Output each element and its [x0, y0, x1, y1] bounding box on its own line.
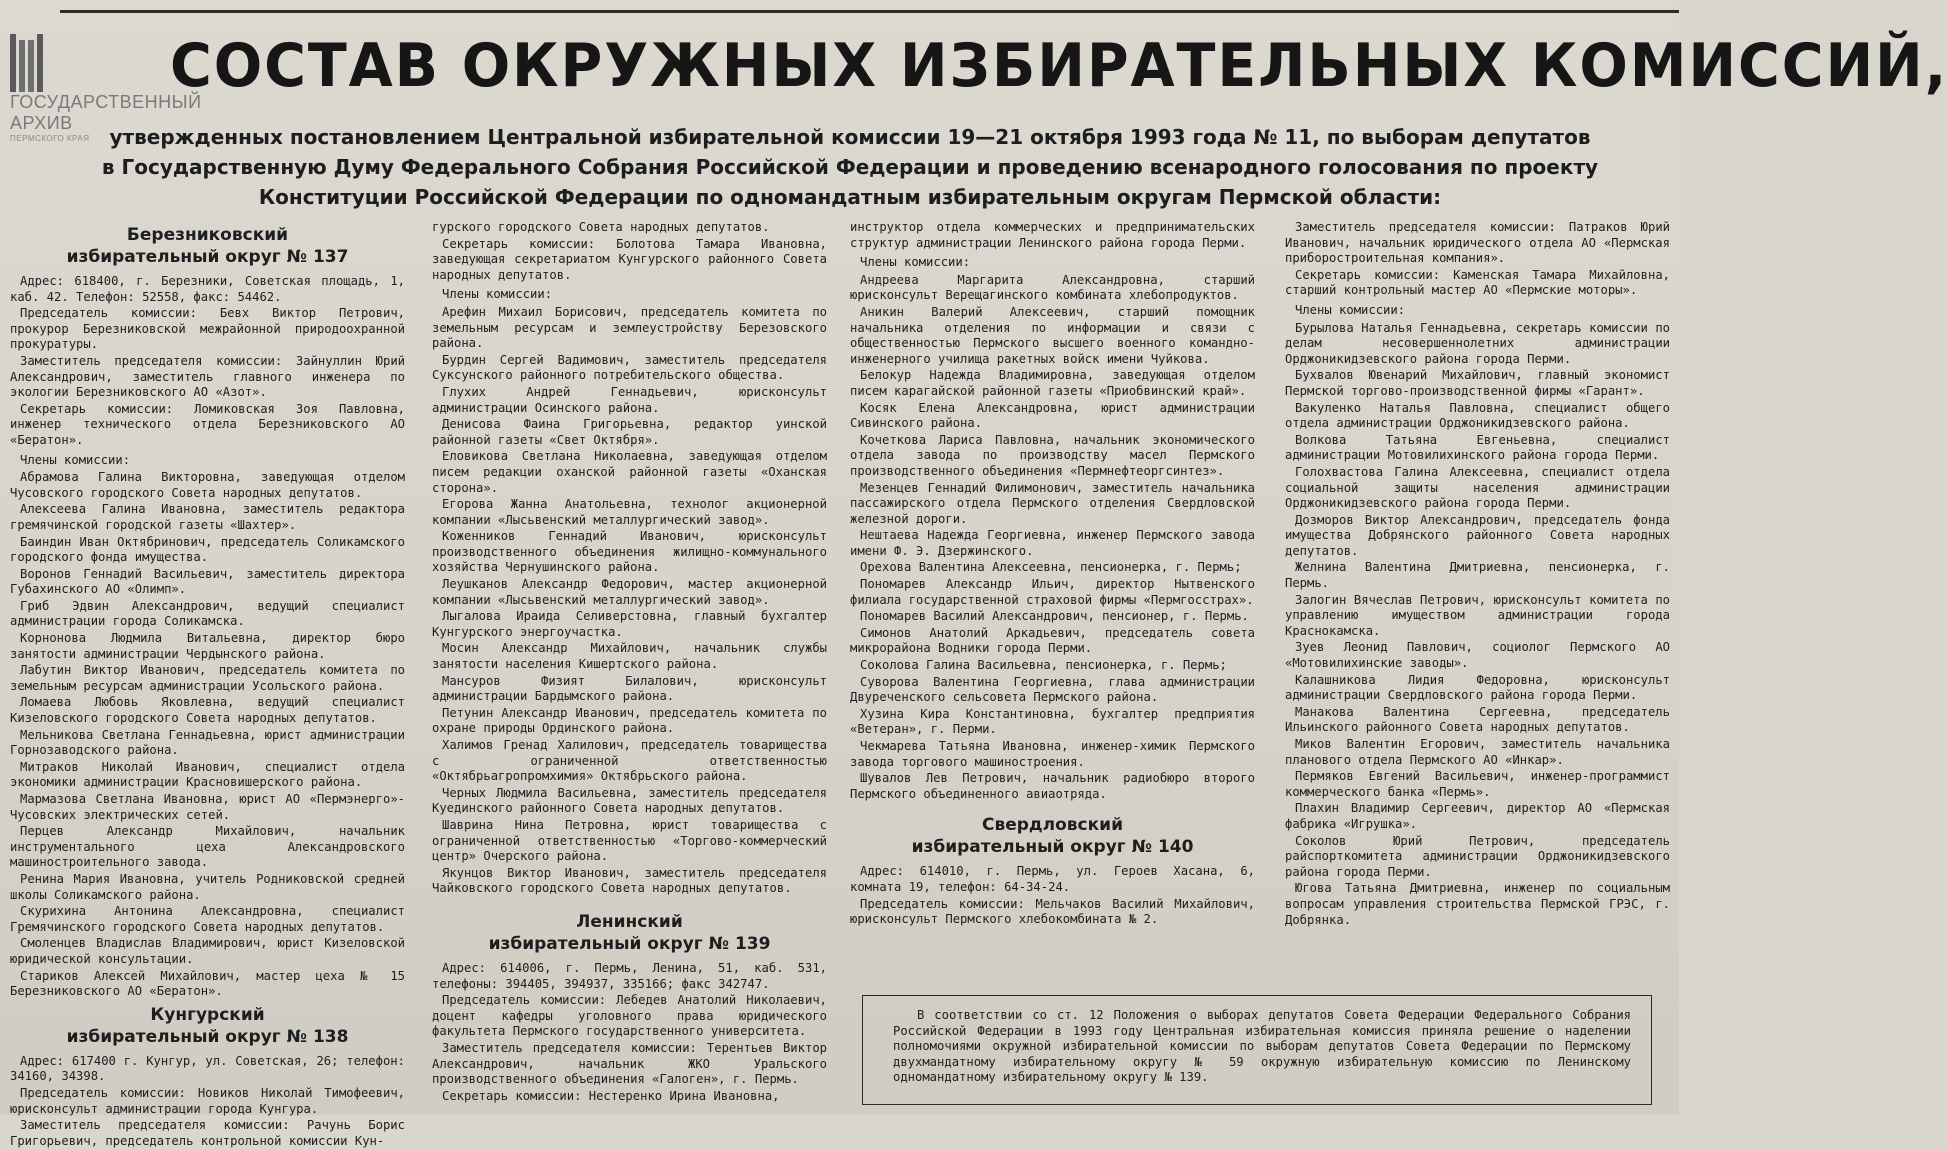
paragraph: Секретарь комиссии: Нестеренко Ирина Ивановна, [442, 1088, 780, 1103]
archive-logo-line1: ГОСУДАРСТВЕННЫЙ [10, 92, 202, 112]
member-entry: Перцев Александр Михайлович, начальник инструментального цеха Александровского машиностроительного завода. [10, 824, 405, 870]
district-name: Ленинский [576, 911, 683, 932]
member-entry: Шувалов Лев Петрович, начальник радиобюро второго Пермского объединенного авиаотряда. [850, 771, 1255, 801]
member-entry: Суворова Валентина Георгиевна, глава администрации Двуреченского сельсовета Пермского района. [850, 674, 1255, 705]
member-entry: Шаврина Нина Петровна, юрист товарищества с ограниченной ответственностью «Торгово-коммерческий центр» Очерского района. [432, 817, 827, 864]
member-entry: Чекмарева Татьяна Ивановна, инженер-химик Пермского завода торгового машиностроения. [850, 739, 1255, 769]
member-entry: Халимов Гренад Халилович, председатель товарищества с ограниченной ответственностью «Октябрьагропромхимия» Октябрьского района. [432, 738, 827, 784]
member-entry: Желнина Валентина Дмитриевна, пенсионерка, г. Пермь. [1285, 560, 1670, 591]
member-entry: Мельникова Светлана Геннадьевна, юрист администрации Горнозаводского района. [10, 727, 405, 758]
member-entry: Стариков Алексей Михайлович, мастер цеха № 15 Березниковского АО «Бератон». [10, 968, 405, 999]
paragraph: Председатель комиссии: Мельчаков Василий Михайлович, юрисконсульт Пермского хлебокомбината № 2. [850, 896, 1255, 927]
member-entry: Мармазова Светлана Ивановна, юрист АО «Пермэнерго»-Чусовских электрических сетей. [10, 792, 405, 822]
paragraph: Секретарь комиссии: Болотова Тамара Ивановна, заведующая секретариатом Кунгурского районного Совета народных депутатов. [432, 236, 827, 282]
member-entry: Бухвалов Ювенарий Михайлович, главный экономист Пермской торгово-производственной фирмы «Гарант». [1285, 368, 1670, 398]
column-4 [1285, 220, 1670, 929]
member-entry: Арефин Михаил Борисович, председатель комитета по земельным ресурсам и землеустройству Березовского района. [432, 304, 827, 351]
column-1 [10, 220, 405, 1150]
paragraph: Адрес: 614006, г. Пермь, Ленина, 51, каб. 531, телефоны: 394405, 394937, 335166; факс 342747. [432, 960, 827, 991]
member-entry: Лыгалова Ираида Селиверстовна, главный бухгалтер Кунгурского энергоучастка. [432, 609, 827, 639]
member-entry: Голохвастова Галина Алексеевна, специалист отдела социальной защиты населения администрации Орджоникидзевского района города Перми. [1285, 464, 1670, 511]
member-entry: Мезенцев Геннадий Филимонович, заместитель начальника пассажирского отдела Пермского отделения Свердловской железной дороги. [850, 480, 1255, 526]
district-137-heading [10, 224, 405, 268]
member-entry: Пономарев Александр Ильич, директор Нытвенского филиала государственной страховой фирмы «Пермгосстрах». [850, 577, 1255, 607]
member-entry: Волкова Татьяна Евгеньевна, специалист администрации Мотовилихинского района города Перми. [1285, 432, 1670, 463]
member-entry: Петунин Александр Иванович, председатель комитета по охране природы Ординского района. [432, 705, 827, 736]
district-140-heading [850, 814, 1255, 858]
paragraph: Адрес: 618400, г. Березники, Советская площадь, 1, каб. 42. Телефон: 52558, факс: 54462. [10, 274, 405, 304]
member-entry: Залогин Вячеслав Петрович, юрисконсульт комитета по управлению имуществом администрации города Краснокамска. [1285, 592, 1670, 638]
notice-box [862, 995, 1652, 1105]
headline: СОСТАВ ОКРУЖНЫХ ИЗБИРАТЕЛЬНЫХ КОМИССИЙ, [170, 31, 1948, 101]
member-entry: Дозморов Виктор Александрович, председатель фонда имущества Добрянского районного Совета народных депутатов. [1285, 512, 1670, 558]
member-entry: Смоленцев Владислав Владимирович, юрист Кизеловской юридической консультации. [10, 936, 405, 966]
district-name: Березниковский [126, 225, 289, 245]
member-entry: Хузина Кира Константиновна, бухгалтер предприятия «Ветеран», г. Перми. [850, 706, 1255, 737]
member-entry: Егорова Жанна Анатольевна, технолог акционерной компании «Лысьвенский металлургический завод». [432, 497, 827, 527]
member-entry: Орехова Валентина Алексеевна, пенсионерка, г. Пермь; [860, 560, 1242, 575]
member-entry: Нештаева Надежда Георгиевна, инженер Пермского завода имени Ф. Э. Дзержинского. [850, 528, 1255, 558]
district-138-heading [10, 1004, 405, 1048]
members-label: Члены комиссии: [20, 452, 131, 467]
paragraph: Председатель комиссии: Новиков Николай Тимофеевич, юрисконсульт администрации города Кунгура. [10, 1085, 405, 1116]
subheading-line: Конституции Российской Федерации по одномандатным избирательным округам Пермской области: [258, 185, 1442, 209]
paragraph: Секретарь комиссии: Каменская Тамара Михайловна, старший контрольный мастер АО «Пермские моторы». [1285, 267, 1670, 298]
member-entry: Соколов Юрий Петрович, председатель райспорткомитета администрации Орджоникидзевского района города Перми. [1285, 833, 1670, 879]
archive-logo-line2: АРХИВ [10, 113, 73, 133]
member-entry: Коженников Геннадий Иванович, юрисконсульт производственного объединения жилищно-коммунального хозяйства Чернушинского района. [432, 529, 827, 575]
member-entry: Югова Татьяна Дмитриевна, инженер по социальным вопросам управления строительства Пермской ГРЭС, г. Добрянка. [1285, 881, 1670, 927]
column-2 [432, 220, 827, 1105]
member-entry: Гриб Эдвин Александрович, ведущий специалист администрации города Соликамска. [10, 598, 405, 629]
district-139-heading [432, 911, 827, 955]
district-name: Свердловский [982, 815, 1123, 836]
member-entry: Калашникова Лидия Федоровна, юрисконсульт администрации Свердловского района города Перми. [1285, 672, 1670, 703]
member-entry: Андреева Маргарита Александровна, старший юрисконсульт Верещагинского комбината хлебопродуктов. [850, 272, 1255, 303]
member-entry: Баиндин Иван Октябринович, председатель Соликамского городского фонда имущества. [10, 534, 405, 565]
member-entry: Манакова Валентина Сергеевна, председатель Ильинского районного Совета народных депутатов. [1285, 704, 1670, 735]
paragraph: Заместитель председателя комиссии: Патраков Юрий Иванович, начальник юридического отдела АО «Пермская приборостроительная компания». [1285, 220, 1670, 266]
paragraph: Заместитель председателя комиссии: Рачунь Борис Григорьевич, председатель контрольной комиссии Кун- [10, 1118, 405, 1148]
member-entry: Ренина Мария Ивановна, учитель Родниковской средней школы Соликамского района. [10, 871, 405, 902]
member-entry: Симонов Анатолий Аркадьевич, председатель совета микрорайона Водники города Перми. [850, 625, 1255, 656]
member-entry: Бурылова Наталья Геннадьевна, секретарь комиссии по делам несовершеннолетних администрации Орджоникидзевского района города Перми. [1285, 320, 1670, 366]
district-number: избирательный округ № 137 [66, 247, 349, 267]
member-entry: Денисова Фаина Григорьевна, редактор уинской районной газеты «Свет Октября». [432, 417, 827, 447]
subheading [70, 122, 1630, 212]
member-entry: Ломаева Любовь Яковлевна, ведущий специалист Кизеловского городского Совета народных депутатов. [10, 695, 405, 726]
member-entry: Пономарев Василий Александрович, пенсионер, г. Пермь. [860, 609, 1249, 624]
district-name: Кунгурский [150, 1004, 265, 1025]
paragraph: Председатель комиссии: Бевх Виктор Петрович, прокурор Березниковской межрайонной природоохранной прокуратуры. [10, 306, 405, 352]
member-entry: Якунцов Виктор Иванович, заместитель председателя Чайковского городского Совета народных депутатов. [432, 865, 827, 896]
paragraph: Адрес: 617400 г. Кунгур, ул. Советская, 26; телефон: 34160, 34398. [10, 1053, 405, 1084]
member-entry: Глухих Андрей Геннадьевич, юрисконсульт администрации Осинского района. [432, 384, 827, 415]
district-number: избирательный округ № 139 [488, 933, 771, 954]
member-entry: Кочеткова Лариса Павловна, начальник экономического отдела завода по производству масел Пермского производственного объединения «Пермнефтеоргсинтез». [850, 432, 1255, 478]
member-entry: Аникин Валерий Алексеевич, старший помощник начальника отделения по информации и связи с общественностью Пермского высшего военного командно-инженерного училища ракетных войск имени Чуйкова. [850, 304, 1255, 366]
member-entry: Бурдин Сергей Вадимович, заместитель председателя Суксунского районного потребительского общества. [432, 352, 827, 383]
member-entry: Лабутин Виктор Иванович, председатель комитета по земельным ресурсам администрации Усольского района. [10, 663, 405, 693]
member-entry: Воронов Геннадий Васильевич, заместитель директора Губахинского АО «Олимп». [10, 566, 405, 597]
member-entry: Белокур Надежда Владимировна, заведующая отделом писем карагайской районной газеты «Приобвинский край». [850, 368, 1255, 398]
paragraph: инструктор отдела коммерческих и предпринимательских структур администрации Ленинского района города Перми. [850, 220, 1255, 250]
member-entry: Алексеева Галина Ивановна, заместитель редактора гремячинской городской газеты «Шахтер». [10, 502, 405, 532]
subheading-line: утвержденных постановлением Центральной избирательной комиссии 19—21 октября 1993 года № 11, по выборам депутатов [109, 125, 1591, 149]
column-3 [850, 220, 1255, 929]
member-entry: Зуев Леонид Павлович, социолог Пермского АО «Мотовилихинские заводы». [1285, 640, 1670, 671]
member-entry: Еловикова Светлана Николаевна, заведующая отделом писем редакции оханской районной газеты «Оханская сторона». [432, 449, 827, 495]
member-entry: Скурихина Антонина Александровна, специалист Гремячинского городского Совета народных депутатов. [10, 904, 405, 934]
member-entry: Пермяков Евгений Васильевич, инженер-программист коммерческого банка «Пермь». [1285, 769, 1670, 799]
member-entry: Корнонова Людмила Витальевна, директор бюро занятости администрации Чердынского района. [10, 631, 405, 661]
paragraph: гурского городского Совета народных депутатов. [432, 220, 770, 234]
member-entry: Леушканов Александр Федорович, мастер акционерной компании «Лысьвенский металлургический завод». [432, 577, 827, 607]
member-entry: Косяк Елена Александровна, юрист администрации Сивинского района. [850, 400, 1255, 431]
member-entry: Миков Валентин Егорович, заместитель начальника планового отдела Пермского АО «Инкар». [1285, 737, 1670, 767]
member-entry: Мосин Александр Михайлович, начальник службы занятости населения Кишертского района. [432, 641, 827, 672]
notice-text: В соответствии со ст. 12 Положения о выборах депутатов Совета Федерации Федерального Собрания Российской Федерации в 1993 году Центральная избирательная комиссия приняла решение о наделении полномочиями окружной избирательной комиссии по выборам депутатов Совета Федерации по Пермскому двухмандатному избирательному округу № 59 окружную избирательную комиссию по Ленинскому одномандатному избирательному округу № 139. [893, 1008, 1631, 1085]
member-entry: Плахин Владимир Сергеевич, директор АО «Пермская фабрика «Игрушка». [1285, 801, 1670, 831]
members-label: Члены комиссии: [860, 255, 971, 270]
paragraph: Председатель комиссии: Лебедев Анатолий Николаевич, доцент кафедры уголовного права юридического факультета Пермского государственного университета. [432, 993, 827, 1039]
archive-logo-line3: ПЕРМСКОГО КРАЯ [10, 134, 90, 143]
article-columns [10, 220, 1670, 1148]
members-label: Члены комиссии: [442, 287, 553, 302]
district-number: избирательный округ № 138 [66, 1026, 349, 1047]
top-rule [60, 10, 1679, 13]
member-entry: Соколова Галина Васильевна, пенсионерка, г. Пермь; [860, 658, 1227, 673]
member-entry: Митраков Николай Иванович, специалист отдела экономики администрации Красновишерского района. [10, 759, 405, 790]
member-entry: Вакуленко Наталья Павловна, специалист общего отдела администрации Орджоникидзевского района. [1285, 400, 1670, 431]
paragraph: Адрес: 614010, г. Пермь, ул. Героев Хасана, 6, комната 19, телефон: 64-34-24. [850, 864, 1255, 894]
subheading-line: в Государственную Думу Федерального Собрания Российской Федерации и проведению всенародного голосования по проекту [101, 155, 1599, 179]
member-entry: Черных Людмила Васильевна, заместитель председателя Куединского районного Совета народных депутатов. [432, 785, 827, 816]
paragraph: Секретарь комиссии: Ломиковская Зоя Павловна, инженер технического отдела Березниковского АО «Бератон». [10, 401, 405, 447]
member-entry: Мансуров Физият Билалович, юрисконсульт администрации Бардымского района. [432, 673, 827, 704]
paragraph: Заместитель председателя комиссии: Терентьев Виктор Александрович, начальник ЖКО Уральского производственного объединения «Галоген», г. Пермь. [432, 1040, 827, 1087]
member-entry: Абрамова Галина Викторовна, заведующая отделом Чусовского городского Совета народных депутатов. [10, 470, 405, 500]
members-label: Члены комиссии: [1295, 302, 1406, 317]
district-number: избирательный округ № 140 [911, 837, 1194, 858]
paragraph: Заместитель председателя комиссии: Зайнуллин Юрий Александрович, заместитель главного инженера по экологии Березниковского АО «Азот». [10, 353, 405, 400]
